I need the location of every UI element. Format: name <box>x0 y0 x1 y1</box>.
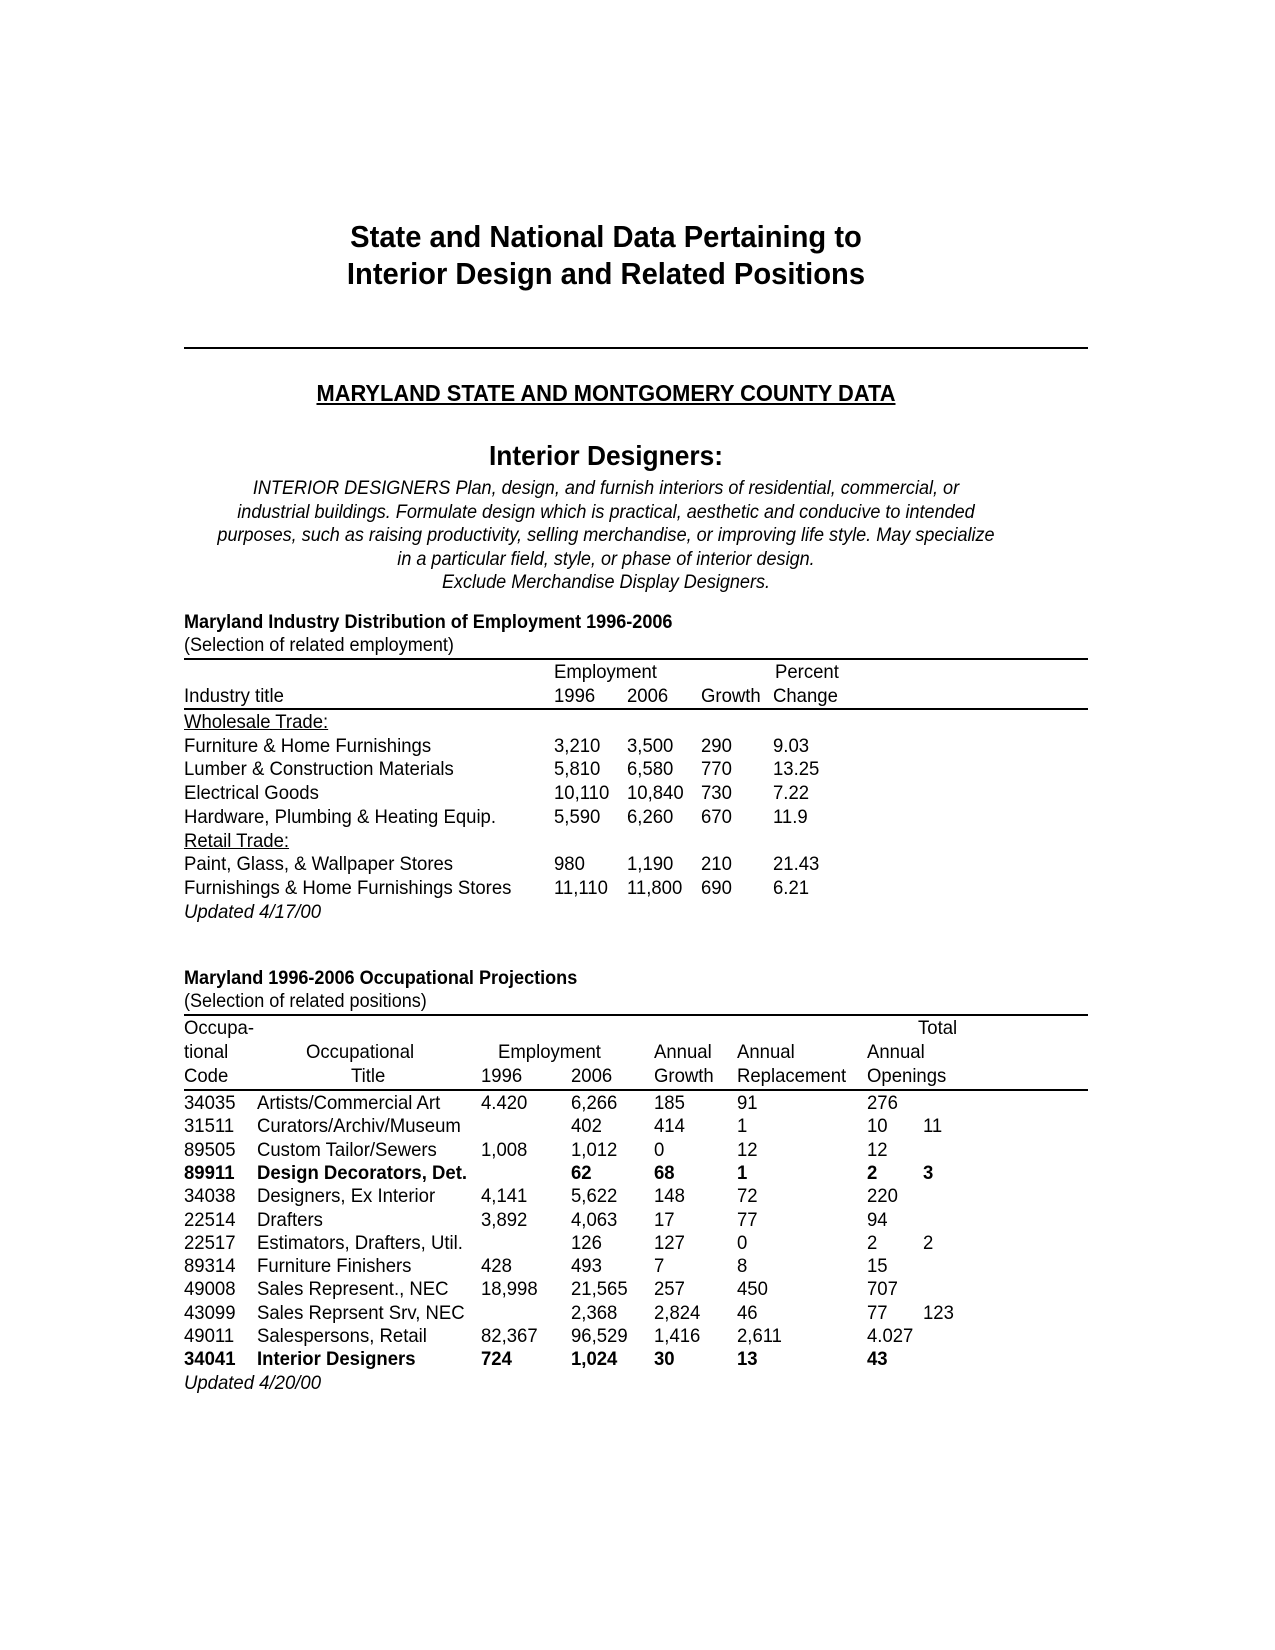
employment-1996-cell: 82,367 <box>481 1325 538 1347</box>
growth-cell: 770 <box>701 758 732 781</box>
annual-replacement-cell: 450 <box>737 1278 768 1301</box>
annual-growth-cell: 17 <box>654 1208 675 1231</box>
annual-growth-cell: 185 <box>654 1092 685 1114</box>
description-line: INTERIOR DESIGNERS Plan, design, and furnish interiors of residential, commercial, or <box>252 478 960 499</box>
occupation-title-cell: Sales Reprsent Srv, NEC <box>257 1301 465 1324</box>
annual-growth-cell: 68 <box>654 1161 675 1184</box>
occupation-code-cell: 22517 <box>184 1231 236 1254</box>
annual-growth-cell: 257 <box>654 1278 685 1301</box>
occupation-code-cell: 34035 <box>184 1092 236 1114</box>
header-code-line-1: Occupa- <box>184 1017 255 1039</box>
section-heading: MARYLAND STATE AND MONTGOMERY COUNTY DATA <box>316 380 896 406</box>
occupation-code-cell: 34038 <box>184 1185 236 1208</box>
employment-2006-cell: 4,063 <box>571 1208 618 1231</box>
header-replacement-line-3: Replacement <box>737 1065 847 1087</box>
header-employment: Employment <box>554 661 657 683</box>
header-industry-title: Industry title <box>184 685 284 707</box>
employment-2006-cell: 493 <box>571 1255 602 1278</box>
employment-2006-cell: 402 <box>571 1115 602 1138</box>
header-1996: 1996 <box>554 685 596 707</box>
industry-title-cell: Furnishings & Home Furnishings Stores <box>184 876 512 899</box>
occupation-code-cell: 49008 <box>184 1278 236 1301</box>
annual-replacement-cell: 72 <box>737 1185 758 1208</box>
annual-growth-cell: 1,416 <box>654 1325 701 1347</box>
extra-value-cell: 11 <box>923 1115 943 1138</box>
percent-change-cell: 13.25 <box>773 758 820 781</box>
employment-1996-cell: 3,210 <box>554 734 601 757</box>
header-employment: Employment <box>498 1041 601 1063</box>
total-annual-openings-cell: 4.027 <box>867 1325 914 1347</box>
total-annual-openings-cell: 2 <box>867 1161 878 1184</box>
occupation-title-cell: Artists/Commercial Art <box>257 1092 441 1114</box>
projections-table-updated: Updated 4/20/00 <box>184 1371 321 1394</box>
percent-change-cell: 11.9 <box>773 805 808 828</box>
annual-growth-cell: 414 <box>654 1115 685 1138</box>
occupation-code-cell: 89911 <box>184 1161 235 1184</box>
description-line: in a particular field, style, or phase of interior design. <box>397 548 815 570</box>
annual-growth-cell: 2,824 <box>654 1301 701 1324</box>
employment-2006-cell: 126 <box>571 1231 602 1254</box>
percent-change-cell: 9.03 <box>773 734 810 757</box>
industry-table-updated: Updated 4/17/00 <box>184 900 321 923</box>
occupation-heading: Interior Designers: <box>488 440 724 471</box>
occupation-code-cell: 49011 <box>184 1325 235 1347</box>
annual-replacement-cell: 12 <box>737 1138 758 1161</box>
employment-2006-cell: 62 <box>571 1161 592 1184</box>
occupation-code-cell: 89314 <box>184 1255 236 1278</box>
header-title-line-3: Title <box>351 1065 386 1087</box>
header-openings-line-1: Total <box>918 1017 958 1039</box>
header-percent: Percent <box>775 661 839 683</box>
total-annual-openings-cell: 10 <box>867 1115 888 1138</box>
annual-replacement-cell: 8 <box>737 1255 748 1278</box>
occupation-title-cell: Designers, Ex Interior <box>257 1185 436 1208</box>
occupation-title-cell: Drafters <box>257 1208 323 1231</box>
annual-growth-cell: 148 <box>654 1185 685 1208</box>
occupation-title-cell: Interior Designers <box>257 1348 416 1371</box>
industry-table-title: Maryland Industry Distribution of Employment 1996-2006 <box>184 612 673 633</box>
total-annual-openings-cell: 94 <box>867 1208 888 1231</box>
header-1996: 1996 <box>481 1065 523 1087</box>
industry-title-cell: Hardware, Plumbing & Heating Equip. <box>184 805 497 828</box>
header-replacement-line-2: Annual <box>737 1041 795 1063</box>
annual-replacement-cell: 46 <box>737 1301 758 1324</box>
employment-2006-cell: 96,529 <box>571 1325 628 1347</box>
employment-1996-cell: 1,008 <box>481 1138 528 1161</box>
percent-change-cell: 21.43 <box>773 853 820 876</box>
employment-2006-cell: 3,500 <box>627 734 674 757</box>
header-growth: Growth <box>701 685 761 707</box>
employment-2006-cell: 6,266 <box>571 1092 618 1114</box>
projections-table-subtitle: (Selection of related positions) <box>184 991 427 1012</box>
occupation-code-cell: 34041 <box>184 1348 236 1371</box>
employment-1996-cell: 5,590 <box>554 805 601 828</box>
employment-2006-cell: 6,260 <box>627 805 674 828</box>
employment-2006-cell: 5,622 <box>571 1185 618 1208</box>
header-2006: 2006 <box>627 685 669 707</box>
header-2006: 2006 <box>571 1065 613 1087</box>
header-title-line-2: Occupational <box>306 1041 415 1063</box>
employment-1996-cell: 11,110 <box>554 876 608 899</box>
employment-2006-cell: 21,565 <box>571 1278 628 1301</box>
employment-2006-cell: 2,368 <box>571 1301 618 1324</box>
annual-growth-cell: 127 <box>654 1231 685 1254</box>
occupation-description <box>30 477 1181 595</box>
extra-value-cell: 3 <box>923 1161 934 1184</box>
occupation-code-cell: 43099 <box>184 1301 236 1324</box>
employment-1996-cell: 4,141 <box>481 1185 528 1208</box>
total-annual-openings-cell: 15 <box>867 1255 888 1278</box>
occupation-code-cell: 22514 <box>184 1208 236 1231</box>
employment-2006-cell: 1,190 <box>627 853 674 876</box>
document-title-line-2: Interior Design and Related Positions <box>346 256 866 291</box>
industry-title-cell: Paint, Glass, & Wallpaper Stores <box>184 853 454 876</box>
header-openings-line-2: Annual <box>867 1041 925 1063</box>
occupation-code-cell: 31511 <box>184 1115 235 1138</box>
header-code-line-2: tional <box>184 1041 229 1063</box>
total-annual-openings-cell: 2 <box>867 1231 878 1254</box>
group-label: Wholesale Trade: <box>184 711 329 733</box>
percent-change-cell: 7.22 <box>773 782 810 805</box>
header-change: Change <box>773 685 838 707</box>
employment-1996-cell: 4.420 <box>481 1092 528 1114</box>
employment-1996-cell: 18,998 <box>481 1278 538 1301</box>
document-title <box>36 218 1175 292</box>
header-growth-line-2: Annual <box>654 1041 712 1063</box>
annual-replacement-cell: 1 <box>737 1115 748 1138</box>
employment-2006-cell: 10,840 <box>627 782 684 805</box>
employment-1996-cell: 10,110 <box>554 782 610 805</box>
description-line: purposes, such as raising productivity, selling merchandise, or improving life style. May specialize <box>217 525 995 546</box>
total-annual-openings-cell: 43 <box>867 1348 888 1371</box>
industry-title-cell: Electrical Goods <box>184 782 319 805</box>
document-title-line-1: State and National Data Pertaining to <box>350 219 862 254</box>
annual-replacement-cell: 77 <box>737 1208 758 1231</box>
percent-change-cell: 6.21 <box>773 876 810 899</box>
industry-title-cell: Lumber & Construction Materials <box>184 758 454 781</box>
description-line: industrial buildings. Formulate design which is practical, aesthetic and conducive to intended <box>237 501 975 523</box>
occupation-title-cell: Estimators, Drafters, Util. <box>257 1231 463 1254</box>
total-annual-openings-cell: 12 <box>867 1138 888 1161</box>
employment-2006-cell: 1,024 <box>571 1348 618 1371</box>
extra-value-cell: 123 <box>923 1301 954 1324</box>
occupation-title-cell: Custom Tailor/Sewers <box>257 1138 437 1161</box>
annual-growth-cell: 7 <box>654 1255 665 1278</box>
annual-replacement-cell: 91 <box>737 1092 758 1114</box>
occupation-title-cell: Design Decorators, Det. <box>257 1161 468 1184</box>
extra-value-cell: 2 <box>923 1231 934 1254</box>
industry-table-subtitle: (Selection of related employment) <box>184 635 454 656</box>
employment-1996-cell: 3,892 <box>481 1208 528 1231</box>
total-annual-openings-cell: 707 <box>867 1278 898 1301</box>
employment-2006-cell: 11,800 <box>627 876 683 899</box>
annual-growth-cell: 30 <box>654 1348 675 1371</box>
projections-table-title: Maryland 1996-2006 Occupational Projections <box>184 968 578 989</box>
growth-cell: 290 <box>701 734 732 757</box>
employment-1996-cell: 980 <box>554 853 585 876</box>
group-label: Retail Trade: <box>184 829 290 852</box>
employment-2006-cell: 6,580 <box>627 758 674 781</box>
growth-cell: 670 <box>701 805 732 828</box>
industry-title-cell: Furniture & Home Furnishings <box>184 734 432 757</box>
growth-cell: 690 <box>701 876 732 899</box>
occupation-title-cell: Salespersons, Retail <box>257 1325 427 1347</box>
employment-1996-cell: 5,810 <box>554 758 601 781</box>
employment-1996-cell: 724 <box>481 1348 512 1371</box>
employment-2006-cell: 1,012 <box>571 1138 618 1161</box>
annual-replacement-cell: 1 <box>737 1161 748 1184</box>
growth-cell: 210 <box>701 853 732 876</box>
total-annual-openings-cell: 77 <box>867 1301 888 1324</box>
growth-cell: 730 <box>701 782 732 805</box>
title-divider <box>184 347 1088 349</box>
occupation-title-cell: Furniture Finishers <box>257 1255 412 1278</box>
annual-growth-cell: 0 <box>654 1138 665 1161</box>
header-growth-line-3: Growth <box>654 1065 714 1087</box>
total-annual-openings-cell: 276 <box>867 1092 898 1114</box>
occupation-title-cell: Sales Represent., NEC <box>257 1278 449 1301</box>
annual-replacement-cell: 0 <box>737 1231 748 1254</box>
annual-replacement-cell: 13 <box>737 1348 758 1371</box>
total-annual-openings-cell: 220 <box>867 1185 898 1208</box>
employment-1996-cell: 428 <box>481 1255 512 1278</box>
occupation-title-cell: Curators/Archiv/Museum <box>257 1115 461 1138</box>
annual-replacement-cell: 2,611 <box>737 1325 782 1347</box>
header-openings-line-3: Openings <box>867 1065 947 1087</box>
occupation-code-cell: 89505 <box>184 1138 236 1161</box>
header-code-line-3: Code <box>184 1065 229 1087</box>
description-line: Exclude Merchandise Display Designers. <box>441 572 771 593</box>
